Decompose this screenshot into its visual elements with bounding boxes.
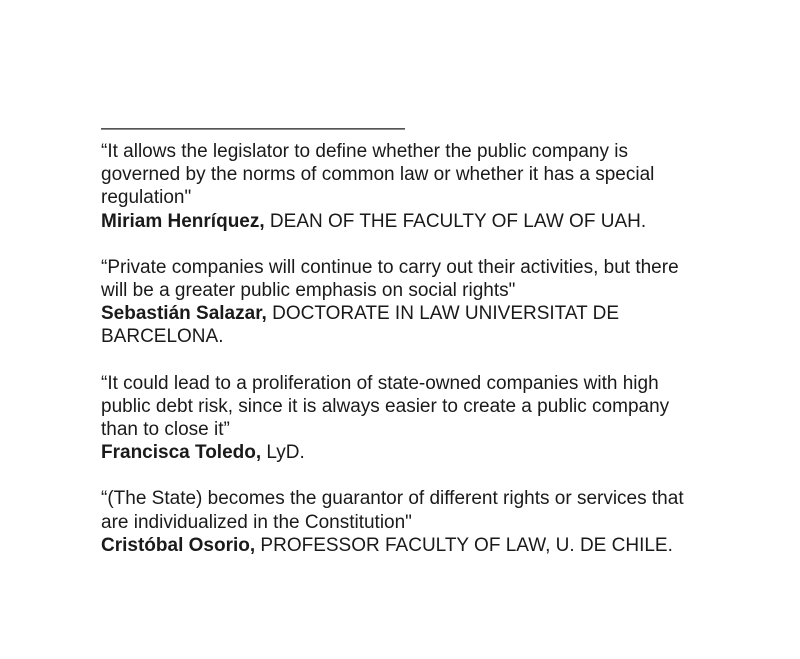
divider-line: ———————————————— bbox=[101, 118, 405, 139]
quote-block bbox=[101, 256, 701, 349]
quote-author-role: DEAN OF THE FACULTY OF LAW OF UAH. bbox=[264, 210, 647, 232]
quote-block bbox=[101, 372, 701, 465]
quote-author-name: Sebastián Salazar, bbox=[101, 303, 267, 325]
quote-attribution bbox=[101, 302, 701, 348]
quote-text: “Private companies will continue to carry out their activities, but there will be a greater public emphasis on social rights" bbox=[101, 256, 679, 302]
quote-text: “(The State) becomes the guarantor of different rights or services that are individualized in the Constitution" bbox=[101, 488, 684, 533]
quote-attribution bbox=[101, 441, 701, 464]
quote-block bbox=[101, 487, 701, 557]
quote-author-name: Francisca Toledo, bbox=[101, 442, 262, 464]
quotes-document bbox=[101, 117, 701, 557]
quote-author-role: LyD. bbox=[261, 442, 305, 464]
quote-attribution bbox=[101, 534, 701, 557]
quote-attribution bbox=[101, 210, 701, 233]
quote-author-role: DOCTORATE IN LAW UNIVERSITAT DE BARCELONA. bbox=[101, 303, 620, 348]
quote-author-name: Cristóbal Osorio, bbox=[101, 534, 256, 556]
quote-block bbox=[101, 140, 701, 233]
quote-author-name: Miriam Henríquez, bbox=[101, 210, 265, 232]
quote-text: “It allows the legislator to define whether the public company is governed by the norms of common law or whether it has a special regulation" bbox=[101, 141, 655, 209]
quote-text: “It could lead to a proliferation of state-owned companies with high public debt risk, since it is always easier to create a public company than to close it” bbox=[101, 372, 670, 441]
quote-author-role: PROFESSOR FACULTY OF LAW, U. DE CHILE. bbox=[255, 534, 673, 556]
